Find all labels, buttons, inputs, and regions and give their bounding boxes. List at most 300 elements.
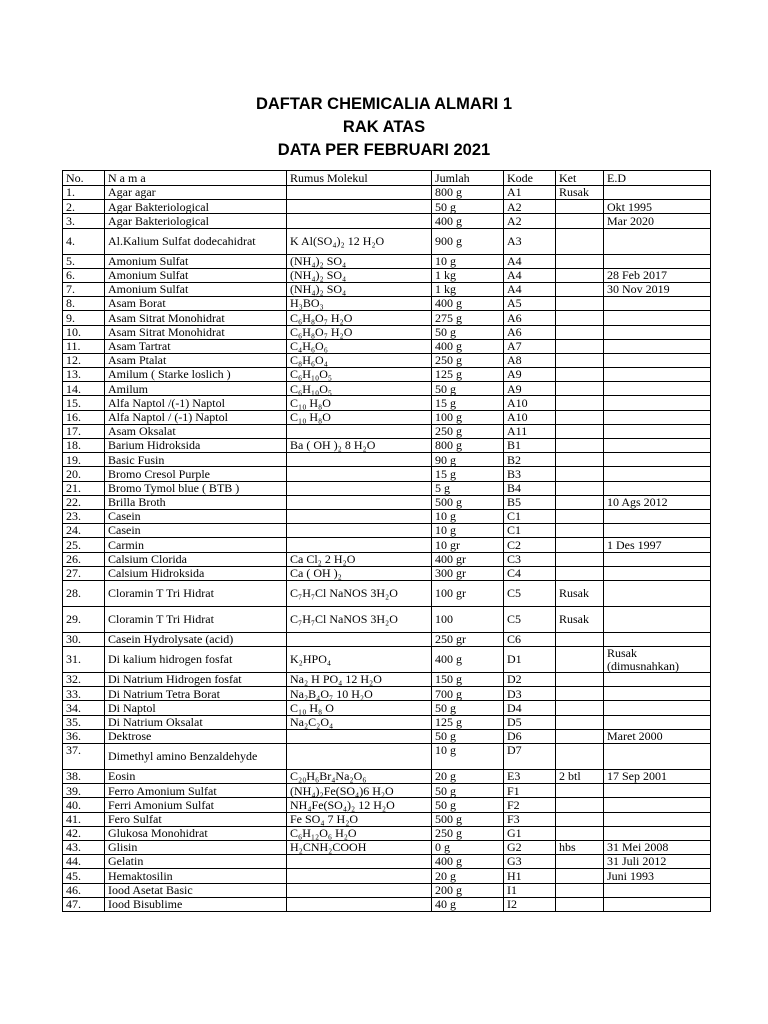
cell-ket: [556, 268, 604, 282]
cell-nama: Iood Asetat Basic: [105, 883, 287, 897]
cell-rumus-molekul: C₆H₈O₇ H₂O: [287, 325, 432, 339]
cell-nama: Carmin: [105, 538, 287, 552]
cell-ed: 31 Mei 2008: [604, 840, 711, 854]
cell-no: 33.: [63, 687, 105, 701]
cell-no: 15.: [63, 396, 105, 410]
table-row: [63, 632, 711, 646]
cell-no: 31.: [63, 647, 105, 673]
cell-ed: 17 Sep 2001: [604, 770, 711, 784]
cell-rumus-molekul: C₈H₆O₄: [287, 353, 432, 367]
cell-kode: C5: [504, 580, 556, 606]
cell-jumlah: 5 g: [432, 481, 504, 495]
cell-ed: [604, 812, 711, 826]
cell-ed: 10 Ags 2012: [604, 495, 711, 509]
cell-ket: [556, 353, 604, 367]
cell-no: 36.: [63, 729, 105, 743]
cell-ed: [604, 744, 711, 770]
cell-ed: [604, 606, 711, 632]
cell-no: 18.: [63, 439, 105, 453]
cell-jumlah: 400 g: [432, 855, 504, 869]
cell-kode: A1: [504, 186, 556, 200]
cell-rumus-molekul: [287, 424, 432, 438]
cell-no: 11.: [63, 339, 105, 353]
cell-no: 34.: [63, 701, 105, 715]
cell-nama: Dektrose: [105, 729, 287, 743]
cell-ed: [604, 701, 711, 715]
cell-kode: D5: [504, 715, 556, 729]
cell-kode: C1: [504, 524, 556, 538]
cell-nama: Glisin: [105, 840, 287, 854]
table-row: [63, 509, 711, 523]
cell-ed: [604, 826, 711, 840]
cell-jumlah: 50 g: [432, 325, 504, 339]
cell-ed: [604, 798, 711, 812]
cell-no: 14.: [63, 382, 105, 396]
cell-jumlah: 50 g: [432, 382, 504, 396]
cell-jumlah: 400 g: [432, 297, 504, 311]
table-row: [63, 840, 711, 854]
cell-kode: I2: [504, 897, 556, 911]
cell-ket: [556, 869, 604, 883]
cell-rumus-molekul: [287, 538, 432, 552]
cell-no: 39.: [63, 784, 105, 798]
cell-ed: [604, 566, 711, 580]
cell-ket: [556, 453, 604, 467]
document-title: DAFTAR CHEMICALIA ALMARI 1: [255, 95, 513, 113]
cell-ket: [556, 467, 604, 481]
cell-rumus-molekul: Na₂ H PO₄ 12 H₂O: [287, 673, 432, 687]
cell-kode: B5: [504, 495, 556, 509]
cell-kode: C5: [504, 606, 556, 632]
cell-jumlah: 50 g: [432, 701, 504, 715]
cell-rumus-molekul: [287, 453, 432, 467]
cell-ed: Maret 2000: [604, 729, 711, 743]
cell-ket: [556, 495, 604, 509]
cell-jumlah: 90 g: [432, 453, 504, 467]
cell-rumus-molekul: C₇H₇Cl NaNOS 3H₂O: [287, 580, 432, 606]
cell-jumlah: 10 gr: [432, 538, 504, 552]
cell-kode: C3: [504, 552, 556, 566]
cell-nama: Alfa Naptol / (-1) Naptol: [105, 410, 287, 424]
cell-ket: [556, 701, 604, 715]
cell-no: 29.: [63, 606, 105, 632]
table-row: [63, 410, 711, 424]
cell-ket: [556, 855, 604, 869]
cell-nama: Hemaktosilin: [105, 869, 287, 883]
table-row: [63, 770, 711, 784]
table-row: [63, 339, 711, 353]
cell-no: 44.: [63, 855, 105, 869]
cell-nama: Amilum: [105, 382, 287, 396]
cell-ed: [604, 883, 711, 897]
cell-no: 43.: [63, 840, 105, 854]
cell-kode: A9: [504, 382, 556, 396]
cell-jumlah: 100: [432, 606, 504, 632]
cell-rumus-molekul: [287, 495, 432, 509]
cell-nama: Amonium Sulfat: [105, 282, 287, 296]
cell-kode: G3: [504, 855, 556, 869]
cell-nama: Amonium Sulfat: [105, 254, 287, 268]
cell-ed: [604, 784, 711, 798]
cell-ket: [556, 784, 604, 798]
cell-nama: Di Naptol: [105, 701, 287, 715]
cell-ket: [556, 214, 604, 228]
cell-ket: [556, 439, 604, 453]
cell-ed: [604, 673, 711, 687]
cell-ed: [604, 228, 711, 254]
cell-nama: Agar Bakteriological: [105, 200, 287, 214]
cell-kode: A5: [504, 297, 556, 311]
cell-kode: F2: [504, 798, 556, 812]
cell-jumlah: 250 gr: [432, 632, 504, 646]
cell-nama: Iood Bisublime: [105, 897, 287, 911]
cell-jumlah: 400 g: [432, 339, 504, 353]
cell-ed: [604, 311, 711, 325]
cell-ket: [556, 200, 604, 214]
cell-ket: [556, 812, 604, 826]
cell-kode: A9: [504, 368, 556, 382]
table-row: [63, 673, 711, 687]
cell-rumus-molekul: [287, 855, 432, 869]
table-row: [63, 268, 711, 282]
cell-rumus-molekul: C₁₀ H₈O: [287, 396, 432, 410]
cell-jumlah: 50 g: [432, 798, 504, 812]
cell-nama: Asam Ptalat: [105, 353, 287, 367]
cell-no: 41.: [63, 812, 105, 826]
table-row: [63, 495, 711, 509]
cell-ket: hbs: [556, 840, 604, 854]
table-row: [63, 538, 711, 552]
header-ed: E.D: [604, 171, 711, 186]
cell-no: 20.: [63, 467, 105, 481]
table-row: [63, 200, 711, 214]
header-ket: Ket: [556, 171, 604, 186]
cell-nama: Barium Hidroksida: [105, 439, 287, 453]
cell-jumlah: 400 g: [432, 214, 504, 228]
cell-no: 1.: [63, 186, 105, 200]
cell-jumlah: 15 g: [432, 467, 504, 481]
cell-ed: [604, 396, 711, 410]
cell-kode: C4: [504, 566, 556, 580]
cell-ed: [604, 353, 711, 367]
cell-rumus-molekul: [287, 744, 432, 770]
cell-nama: Alfa Naptol /(-1) Naptol: [105, 396, 287, 410]
cell-rumus-molekul: (NH₄)₂ SO₄: [287, 254, 432, 268]
cell-rumus-molekul: C₆H₁₀O₅: [287, 368, 432, 382]
cell-jumlah: 500 g: [432, 495, 504, 509]
table-row: [63, 687, 711, 701]
cell-ket: [556, 632, 604, 646]
cell-ed: Juni 1993: [604, 869, 711, 883]
cell-ed: [604, 339, 711, 353]
cell-no: 16.: [63, 410, 105, 424]
cell-kode: H1: [504, 869, 556, 883]
cell-ket: [556, 368, 604, 382]
cell-rumus-molekul: NH₄Fe(SO₄)₂ 12 H₂O: [287, 798, 432, 812]
table-row: [63, 353, 711, 367]
cell-ket: Rusak: [556, 186, 604, 200]
cell-ket: [556, 538, 604, 552]
cell-rumus-molekul: C₇H₇Cl NaNOS 3H₂O: [287, 606, 432, 632]
cell-jumlah: 0 g: [432, 840, 504, 854]
cell-kode: A2: [504, 200, 556, 214]
table-row: [63, 297, 711, 311]
cell-ket: [556, 826, 604, 840]
cell-ket: [556, 883, 604, 897]
cell-rumus-molekul: H₂CNH₂COOH: [287, 840, 432, 854]
cell-nama: Casein: [105, 524, 287, 538]
cell-jumlah: 700 g: [432, 687, 504, 701]
cell-no: 40.: [63, 798, 105, 812]
table-row: [63, 424, 711, 438]
cell-no: 37.: [63, 744, 105, 770]
cell-rumus-molekul: K Al(SO₄)₂ 12 H₂O: [287, 228, 432, 254]
header-nama: N a m a: [105, 171, 287, 186]
cell-ket: [556, 254, 604, 268]
cell-jumlah: 50 g: [432, 729, 504, 743]
cell-kode: D3: [504, 687, 556, 701]
cell-ed: [604, 368, 711, 382]
cell-jumlah: 800 g: [432, 186, 504, 200]
cell-nama: Brilla Broth: [105, 495, 287, 509]
cell-rumus-molekul: [287, 200, 432, 214]
cell-ed: [604, 439, 711, 453]
cell-ket: [556, 311, 604, 325]
cell-kode: A4: [504, 254, 556, 268]
cell-kode: G1: [504, 826, 556, 840]
cell-nama: Asam Tartrat: [105, 339, 287, 353]
cell-nama: Amonium Sulfat: [105, 268, 287, 282]
cell-ket: [556, 481, 604, 495]
cell-ket: [556, 228, 604, 254]
cell-no: 32.: [63, 673, 105, 687]
cell-ed: [604, 524, 711, 538]
cell-ed: [604, 897, 711, 911]
cell-jumlah: 50 g: [432, 784, 504, 798]
cell-kode: D2: [504, 673, 556, 687]
cell-ket: [556, 566, 604, 580]
cell-kode: A10: [504, 410, 556, 424]
cell-no: 7.: [63, 282, 105, 296]
cell-rumus-molekul: C₆H₁₂O₆ H₂O: [287, 826, 432, 840]
cell-no: 2.: [63, 200, 105, 214]
table-row: [63, 897, 711, 911]
cell-nama: Bromo Cresol Purple: [105, 467, 287, 481]
cell-nama: Agar Bakteriological: [105, 214, 287, 228]
cell-jumlah: 250 g: [432, 826, 504, 840]
cell-rumus-molekul: [287, 467, 432, 481]
cell-ket: [556, 396, 604, 410]
table-row: [63, 784, 711, 798]
cell-nama: Asam Sitrat Monohidrat: [105, 325, 287, 339]
cell-no: 30.: [63, 632, 105, 646]
cell-ed: [604, 687, 711, 701]
cell-kode: A4: [504, 268, 556, 282]
cell-jumlah: 15 g: [432, 396, 504, 410]
cell-rumus-molekul: Ba ( OH )₂ 8 H₂O: [287, 439, 432, 453]
cell-ed: [604, 453, 711, 467]
header-no: No.: [63, 171, 105, 186]
table-row: [63, 883, 711, 897]
cell-kode: A2: [504, 214, 556, 228]
table-row: [63, 566, 711, 580]
cell-no: 45.: [63, 869, 105, 883]
cell-rumus-molekul: Na₂B₄O₇ 10 H₂O: [287, 687, 432, 701]
cell-no: 35.: [63, 715, 105, 729]
cell-rumus-molekul: Fe SO₄ 7 H₂O: [287, 812, 432, 826]
table-row: [63, 311, 711, 325]
cell-nama: Asam Oksalat: [105, 424, 287, 438]
table-row: [63, 869, 711, 883]
cell-jumlah: 125 g: [432, 715, 504, 729]
cell-nama: Basic Fusin: [105, 453, 287, 467]
cell-nama: Fero Sulfat: [105, 812, 287, 826]
table-row: [63, 439, 711, 453]
cell-no: 5.: [63, 254, 105, 268]
cell-jumlah: 40 g: [432, 897, 504, 911]
cell-rumus-molekul: C₁₀ H₈ O: [287, 701, 432, 715]
table-row: [63, 647, 711, 673]
cell-ed: [604, 254, 711, 268]
cell-ket: [556, 715, 604, 729]
cell-no: 22.: [63, 495, 105, 509]
cell-rumus-molekul: (NH₄)₂ SO₄: [287, 268, 432, 282]
document-subtitle-date: DATA PER FEBRUARI 2021: [277, 141, 491, 159]
cell-jumlah: 800 g: [432, 439, 504, 453]
cell-ed: [604, 424, 711, 438]
cell-nama: Calsium Clorida: [105, 552, 287, 566]
cell-nama: Di kalium hidrogen fosfat: [105, 647, 287, 673]
cell-kode: I1: [504, 883, 556, 897]
cell-nama: Cloramin T Tri Hidrat: [105, 606, 287, 632]
cell-jumlah: 20 g: [432, 770, 504, 784]
cell-no: 21.: [63, 481, 105, 495]
cell-rumus-molekul: C₄H₆O₆: [287, 339, 432, 353]
table-row: [63, 481, 711, 495]
cell-nama: Calsium Hidroksida: [105, 566, 287, 580]
cell-no: 9.: [63, 311, 105, 325]
table-body: [63, 186, 711, 912]
cell-no: 38.: [63, 770, 105, 784]
cell-rumus-molekul: Ca ( OH )₂: [287, 566, 432, 580]
cell-ket: [556, 729, 604, 743]
cell-jumlah: 900 g: [432, 228, 504, 254]
cell-rumus-molekul: H₃BO₃: [287, 297, 432, 311]
table-row: [63, 798, 711, 812]
cell-nama: Cloramin T Tri Hidrat: [105, 580, 287, 606]
cell-rumus-molekul: (NH₄)₂ SO₄: [287, 282, 432, 296]
cell-rumus-molekul: [287, 509, 432, 523]
table-row: [63, 282, 711, 296]
table-row: [63, 744, 711, 770]
cell-nama: Asam Borat: [105, 297, 287, 311]
cell-ed: [604, 467, 711, 481]
cell-rumus-molekul: [287, 481, 432, 495]
cell-jumlah: 200 g: [432, 883, 504, 897]
cell-ed: [604, 325, 711, 339]
cell-jumlah: 250 g: [432, 353, 504, 367]
cell-ed: 28 Feb 2017: [604, 268, 711, 282]
cell-nama: Ferro Amonium Sulfat: [105, 784, 287, 798]
cell-nama: Gelatin: [105, 855, 287, 869]
cell-jumlah: 1 kg: [432, 268, 504, 282]
cell-kode: D7: [504, 744, 556, 770]
cell-ket: [556, 297, 604, 311]
cell-kode: C6: [504, 632, 556, 646]
cell-ket: [556, 509, 604, 523]
cell-jumlah: 125 g: [432, 368, 504, 382]
cell-jumlah: 275 g: [432, 311, 504, 325]
cell-nama: Di Natrium Hidrogen fosfat: [105, 673, 287, 687]
cell-nama: Casein Hydrolysate (acid): [105, 632, 287, 646]
cell-jumlah: 10 g: [432, 254, 504, 268]
cell-ed: [604, 509, 711, 523]
cell-ed: [604, 297, 711, 311]
cell-jumlah: 1 kg: [432, 282, 504, 296]
cell-rumus-molekul: (NH₄)₂Fe(SO₄)6 H₂O: [287, 784, 432, 798]
cell-nama: Ferri Amonium Sulfat: [105, 798, 287, 812]
cell-ed: [604, 186, 711, 200]
cell-jumlah: 250 g: [432, 424, 504, 438]
cell-nama: Eosin: [105, 770, 287, 784]
table-row: [63, 580, 711, 606]
cell-nama: Casein: [105, 509, 287, 523]
cell-kode: A6: [504, 325, 556, 339]
cell-ket: [556, 798, 604, 812]
cell-rumus-molekul: [287, 186, 432, 200]
table-row: [63, 606, 711, 632]
cell-nama: Di Natrium Oksalat: [105, 715, 287, 729]
cell-jumlah: 400 gr: [432, 552, 504, 566]
cell-ket: [556, 339, 604, 353]
cell-rumus-molekul: [287, 214, 432, 228]
cell-nama: Dimethyl amino Benzaldehyde: [105, 744, 287, 770]
cell-kode: A11: [504, 424, 556, 438]
cell-ket: [556, 687, 604, 701]
cell-kode: A4: [504, 282, 556, 296]
cell-no: 47.: [63, 897, 105, 911]
cell-no: 42.: [63, 826, 105, 840]
cell-rumus-molekul: Ca Cl₂ 2 H₂O: [287, 552, 432, 566]
table-row: [63, 812, 711, 826]
cell-jumlah: 150 g: [432, 673, 504, 687]
cell-ket: [556, 410, 604, 424]
cell-nama: Asam Sitrat Monohidrat: [105, 311, 287, 325]
cell-kode: A6: [504, 311, 556, 325]
cell-ket: [556, 382, 604, 396]
table-header-row: [63, 171, 711, 186]
cell-ket: [556, 552, 604, 566]
cell-rumus-molekul: C₆H₈O₇ H₂O: [287, 311, 432, 325]
cell-ed: [604, 382, 711, 396]
cell-ket: [556, 424, 604, 438]
table-row: [63, 254, 711, 268]
cell-nama: Glukosa Monohidrat: [105, 826, 287, 840]
table-row: [63, 368, 711, 382]
cell-kode: B4: [504, 481, 556, 495]
cell-ed: 31 Juli 2012: [604, 855, 711, 869]
table-row: [63, 382, 711, 396]
cell-nama: Al.Kalium Sulfat dodecahidrat: [105, 228, 287, 254]
cell-ed: [604, 481, 711, 495]
table-row: [63, 855, 711, 869]
cell-no: 25.: [63, 538, 105, 552]
cell-ket: [556, 744, 604, 770]
cell-kode: A3: [504, 228, 556, 254]
cell-ed: 1 Des 1997: [604, 538, 711, 552]
table-row: [63, 228, 711, 254]
cell-kode: A8: [504, 353, 556, 367]
